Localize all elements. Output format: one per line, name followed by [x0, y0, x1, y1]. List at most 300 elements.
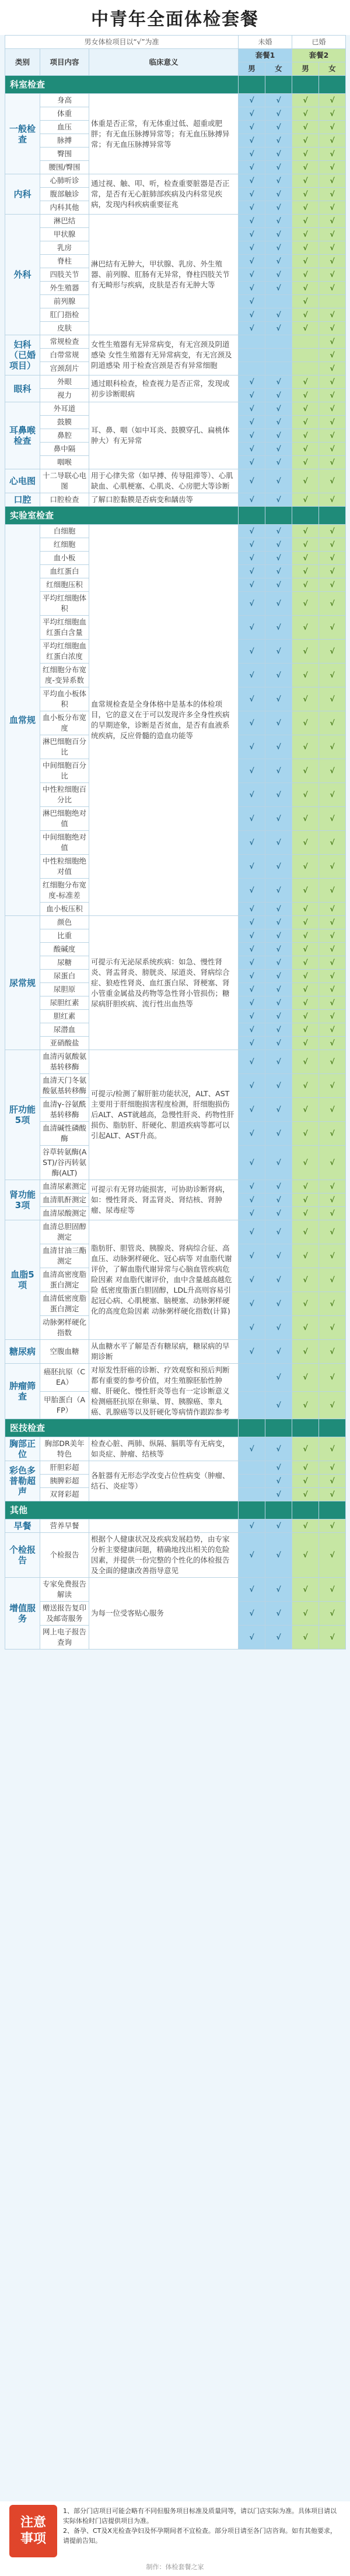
check-cell: √	[265, 121, 292, 134]
check-cell: √	[292, 443, 319, 456]
check-cell: √	[319, 1122, 346, 1146]
check-cell: √	[292, 1098, 319, 1122]
item-cell: 平均红细胞体积	[40, 592, 89, 616]
check-cell: √	[292, 456, 319, 469]
check-cell: √	[239, 1122, 265, 1146]
section-flag	[265, 507, 292, 525]
meaning-cell: 从血糖水平了解是否有糖尿病，糖尿病的早期诊断	[89, 1340, 239, 1364]
check-cell: √	[292, 1602, 319, 1626]
check-cell: √	[239, 687, 265, 711]
check-cell: √	[319, 916, 346, 929]
header-female: 女	[319, 62, 346, 76]
check-cell: √	[239, 578, 265, 592]
check-cell: √	[292, 308, 319, 322]
check-cell: √	[292, 1146, 319, 1180]
table-row	[5, 94, 346, 107]
category-cell: 肾功能3项	[5, 1180, 40, 1220]
check-cell: √	[292, 201, 319, 215]
check-cell: √	[319, 389, 346, 402]
check-cell: √	[239, 375, 265, 389]
item-cell: 血清丙氨酸氨基转移酶	[40, 1050, 89, 1074]
table-row	[5, 1364, 346, 1392]
item-cell: 脉搏	[40, 134, 89, 148]
check-cell: √	[319, 215, 346, 228]
check-cell: √	[239, 282, 265, 295]
section-flag	[239, 76, 265, 94]
item-cell: 血清尿酸测定	[40, 1207, 89, 1220]
check-cell	[239, 1475, 265, 1488]
item-cell: 视力	[40, 389, 89, 402]
check-cell: √	[239, 565, 265, 578]
check-cell: √	[319, 552, 346, 565]
table-row	[5, 1461, 346, 1475]
check-cell: √	[319, 687, 346, 711]
section-flag	[319, 507, 346, 525]
item-cell: 甲胎蛋白（AFP）	[40, 1391, 89, 1419]
check-cell: √	[319, 1519, 346, 1533]
table-row	[5, 916, 346, 929]
check-cell: √	[292, 1626, 319, 1650]
table-row	[5, 335, 346, 349]
check-cell: √	[239, 174, 265, 188]
item-cell: 中性粒细胞百分比	[40, 783, 89, 807]
check-cell: √	[265, 201, 292, 215]
notice-badge-line1: 注意	[20, 2515, 46, 2530]
meaning-cell: 对原发性肝癌的诊断、疗效观察和预后判断都有重要的参考价值，对生殖腺胚胎性肿瘤、肝硬化、慢性肝炎等也有一定诊断意义 检测癌胚抗原在卵巢、胃、胰腺癌、睾丸癌、乳腺癌等以及肝硬化等病情作跟踪参考	[89, 1364, 239, 1419]
check-cell: √	[265, 1074, 292, 1098]
table-row	[5, 1220, 346, 1244]
check-cell: √	[292, 1533, 319, 1578]
check-cell: √	[292, 879, 319, 903]
check-cell: √	[292, 525, 319, 538]
check-cell: √	[265, 228, 292, 241]
check-cell: √	[239, 295, 265, 308]
check-cell: √	[292, 402, 319, 416]
check-cell: √	[319, 1364, 346, 1392]
check-cell: √	[292, 664, 319, 687]
check-cell: √	[292, 255, 319, 268]
check-cell: √	[319, 1180, 346, 1194]
check-cell: √	[239, 916, 265, 929]
check-cell: √	[265, 174, 292, 188]
item-cell: 胰脾彩超	[40, 1475, 89, 1488]
item-cell: 比重	[40, 929, 89, 943]
package-table	[5, 35, 346, 1650]
category-cell: 外科	[5, 215, 40, 335]
notice-badge-line2: 事项	[20, 2532, 46, 2546]
item-cell: 尿胆原	[40, 983, 89, 996]
header-note-row	[5, 36, 346, 49]
item-cell: 网上电子报告查询	[40, 1626, 89, 1650]
table-row	[5, 1437, 346, 1461]
check-cell: √	[319, 228, 346, 241]
section-flag	[319, 76, 346, 94]
check-cell: √	[319, 94, 346, 107]
check-cell: √	[239, 903, 265, 916]
item-cell: 咽喉	[40, 456, 89, 469]
check-cell: √	[239, 201, 265, 215]
item-cell: 肝胆彩超	[40, 1461, 89, 1475]
category-cell: 内科	[5, 174, 40, 215]
check-cell: √	[239, 956, 265, 970]
check-cell: √	[239, 469, 265, 493]
check-cell: √	[265, 322, 292, 335]
check-cell: √	[292, 228, 319, 241]
check-cell: √	[239, 148, 265, 161]
item-cell: 胆红素	[40, 1010, 89, 1023]
section-header	[5, 1419, 346, 1437]
check-cell: √	[239, 831, 265, 855]
check-cell: √	[239, 308, 265, 322]
table-row	[5, 1519, 346, 1533]
check-cell: √	[265, 956, 292, 970]
check-cell: √	[319, 322, 346, 335]
check-cell: √	[319, 443, 346, 456]
check-cell: √	[265, 616, 292, 640]
item-cell: 鼻中隔	[40, 443, 89, 456]
item-cell: 血清总胆固醇测定	[40, 1220, 89, 1244]
check-cell: √	[292, 121, 319, 134]
check-cell: √	[319, 1074, 346, 1098]
check-cell: √	[265, 943, 292, 956]
item-cell: 鼓膜	[40, 416, 89, 429]
item-cell: 白带常规	[40, 349, 89, 362]
check-cell: √	[292, 916, 319, 929]
item-cell: 赠送报告复印及邮寄服务	[40, 1602, 89, 1626]
check-cell: √	[265, 1533, 292, 1578]
check-cell: √	[319, 1578, 346, 1602]
check-cell: √	[319, 783, 346, 807]
check-cell: √	[292, 1194, 319, 1207]
check-cell: √	[239, 1098, 265, 1122]
check-cell: √	[239, 640, 265, 664]
check-cell: √	[239, 879, 265, 903]
check-cell: √	[319, 1602, 346, 1626]
check-cell: √	[292, 416, 319, 429]
section-title: 实验室检查	[5, 507, 239, 525]
check-cell: √	[319, 429, 346, 443]
check-cell: √	[265, 640, 292, 664]
check-cell: √	[265, 1461, 292, 1475]
check-cell: √	[292, 929, 319, 943]
check-cell: √	[319, 879, 346, 903]
check-cell: √	[239, 664, 265, 687]
check-cell: √	[265, 831, 292, 855]
check-cell: √	[319, 188, 346, 201]
header-meaning: 临床意义	[89, 49, 239, 76]
category-cell: 血脂5项	[5, 1220, 40, 1340]
check-cell: √	[239, 241, 265, 255]
check-cell: √	[265, 687, 292, 711]
check-cell: √	[292, 640, 319, 664]
check-cell: √	[265, 161, 292, 174]
table-row	[5, 1578, 346, 1602]
check-cell: √	[292, 1316, 319, 1340]
check-cell: √	[319, 956, 346, 970]
meaning-cell: 用于心律失常（如早搏、传导阻滞等）、心肌缺血、心肌梗塞、心肌炎、心房肥大等诊断	[89, 469, 239, 493]
check-cell: √	[292, 493, 319, 507]
notice-item: 2、备孕、CT及X光检查孕妇及怀孕期间者不宜检查。部分项目请至各门店咨询。如有其他要求，请提前告知。	[63, 2527, 337, 2545]
check-cell: √	[319, 134, 346, 148]
check-cell: √	[292, 831, 319, 855]
item-cell: 血清碱性磷酸酶	[40, 1122, 89, 1146]
section-title: 其他	[5, 1501, 239, 1519]
check-cell: √	[265, 759, 292, 783]
check-cell: √	[239, 107, 265, 121]
table-row	[5, 1180, 346, 1194]
check-cell: √	[319, 759, 346, 783]
check-cell: √	[265, 1220, 292, 1244]
check-cell: √	[265, 855, 292, 879]
category-cell: 尿常规	[5, 916, 40, 1050]
item-cell: 腹部触诊	[40, 188, 89, 201]
meaning-cell: 可提示有无肾功能损害，可协助诊断肾病，如：慢性肾炎、肾盂肾炎、肾结核、肾肿瘤、尿毒症等	[89, 1180, 239, 1220]
check-cell: √	[319, 807, 346, 831]
item-cell: 动脉粥样硬化指数	[40, 1316, 89, 1340]
check-cell: √	[319, 538, 346, 552]
check-cell: √	[239, 94, 265, 107]
item-cell: 平均血小板体积	[40, 687, 89, 711]
item-cell: 平均红细胞血红蛋白浓度	[40, 640, 89, 664]
check-cell: √	[292, 469, 319, 493]
check-cell: √	[319, 1146, 346, 1180]
meaning-cell: 可提示有无泌尿系统疾病：如急、慢性肾炎、肾盂肾炎、膀胱炎、尿道炎、肾病综合症、狼疮性肾炎、血红蛋白尿、肾梗塞、肾小管重金属盐及药物等急性肾小管损伤；糖尿病肝胆疾病、流行性出血热等	[89, 916, 239, 1050]
check-cell: √	[239, 711, 265, 735]
check-cell: √	[239, 929, 265, 943]
check-cell: √	[239, 1194, 265, 1207]
section-flag	[319, 1501, 346, 1519]
check-cell: √	[319, 201, 346, 215]
check-cell: √	[319, 970, 346, 983]
check-cell: √	[265, 416, 292, 429]
check-cell: √	[265, 94, 292, 107]
item-cell: 口腔检查	[40, 493, 89, 507]
item-cell: 尿糖	[40, 956, 89, 970]
check-cell: √	[292, 1037, 319, 1050]
table-row	[5, 493, 346, 507]
item-cell: 空腹血糖	[40, 1340, 89, 1364]
check-cell: √	[319, 831, 346, 855]
check-cell	[265, 362, 292, 375]
category-cell: 一般检查	[5, 94, 40, 174]
check-cell: √	[319, 1292, 346, 1316]
publisher: 制作：体检套餐之家	[146, 2563, 204, 2571]
section-header	[5, 507, 346, 525]
check-cell: √	[265, 429, 292, 443]
item-cell: 心肺听诊	[40, 174, 89, 188]
check-cell	[239, 1461, 265, 1475]
check-cell: √	[292, 687, 319, 711]
meaning-cell: 检查心脏、两肺、纵隔、膈肌等有无病变，如炎症、肿瘤、结核等	[89, 1437, 239, 1461]
category-cell: 眼科	[5, 375, 40, 402]
item-cell: 血清γ-谷氨酰基转移酶	[40, 1098, 89, 1122]
check-cell: √	[265, 469, 292, 493]
check-cell: √	[319, 308, 346, 322]
check-cell: √	[265, 1602, 292, 1626]
check-cell: √	[292, 903, 319, 916]
category-cell: 增值服务	[5, 1578, 40, 1650]
check-cell: √	[239, 1340, 265, 1364]
section-flag	[265, 76, 292, 94]
check-cell: √	[265, 1626, 292, 1650]
check-cell: √	[239, 493, 265, 507]
check-cell: √	[319, 174, 346, 188]
check-cell: √	[292, 1461, 319, 1475]
check-cell: √	[292, 389, 319, 402]
check-cell: √	[319, 1194, 346, 1207]
check-cell: √	[239, 255, 265, 268]
check-cell: √	[239, 1437, 265, 1461]
item-cell: 前列腺	[40, 295, 89, 308]
check-cell: √	[239, 943, 265, 956]
check-cell: √	[265, 268, 292, 282]
check-cell	[265, 349, 292, 362]
check-cell: √	[265, 443, 292, 456]
section-flag	[265, 1501, 292, 1519]
table-row	[5, 402, 346, 416]
check-cell: √	[292, 174, 319, 188]
check-cell: √	[292, 1122, 319, 1146]
check-cell: √	[292, 94, 319, 107]
check-cell: √	[239, 161, 265, 174]
check-cell: √	[292, 565, 319, 578]
check-cell: √	[319, 241, 346, 255]
meaning-cell: 血常规检查是全身体格中是基本的体检项目，它的意义在于可以发现许多全身性疾病的早期迹象，诊断是否贫血，是否有血液系统疾病，反应骨髓的造血功能等	[89, 525, 239, 916]
check-cell: √	[265, 282, 292, 295]
item-cell: 个检报告	[40, 1533, 89, 1578]
check-cell: √	[292, 1340, 319, 1364]
check-cell: √	[292, 1050, 319, 1074]
check-cell: √	[319, 402, 346, 416]
check-cell: √	[239, 215, 265, 228]
check-cell: √	[239, 416, 265, 429]
table-row	[5, 375, 346, 389]
check-cell: √	[265, 1122, 292, 1146]
item-cell: 血清低密度脂蛋白测定	[40, 1292, 89, 1316]
check-cell: √	[239, 735, 265, 759]
check-cell: √	[239, 389, 265, 402]
check-cell: √	[239, 1519, 265, 1533]
item-cell: 淋巴结	[40, 215, 89, 228]
check-cell: √	[265, 188, 292, 201]
check-cell: √	[319, 640, 346, 664]
check-cell: √	[319, 1391, 346, 1419]
check-cell: √	[319, 1207, 346, 1220]
check-cell: √	[292, 1023, 319, 1037]
item-cell: 血红蛋白	[40, 565, 89, 578]
check-cell: √	[292, 735, 319, 759]
check-cell: √	[265, 1391, 292, 1419]
check-cell: √	[239, 1180, 265, 1194]
check-cell: √	[292, 956, 319, 970]
check-cell: √	[265, 711, 292, 735]
header-plan2: 套餐2	[292, 49, 346, 62]
check-cell: √	[319, 664, 346, 687]
check-cell: √	[319, 1050, 346, 1074]
check-cell	[292, 349, 319, 362]
check-cell: √	[239, 996, 265, 1010]
item-cell: 淋巴细胞百分比	[40, 735, 89, 759]
item-cell: 血小板压积	[40, 903, 89, 916]
check-cell: √	[239, 552, 265, 565]
check-cell: √	[319, 1340, 346, 1364]
item-cell: 血清天门冬氨酸氨基转移酶	[40, 1074, 89, 1098]
check-cell: √	[265, 389, 292, 402]
item-cell: 营养早餐	[40, 1519, 89, 1533]
check-cell: √	[239, 538, 265, 552]
check-cell: √	[319, 1437, 346, 1461]
notice-text	[63, 2506, 337, 2546]
check-cell: √	[239, 1010, 265, 1023]
check-cell: √	[292, 282, 319, 295]
check-cell: √	[239, 1533, 265, 1578]
check-cell: √	[265, 308, 292, 322]
check-cell: √	[265, 1316, 292, 1340]
check-cell: √	[292, 188, 319, 201]
check-cell: √	[319, 592, 346, 616]
section-flag	[292, 507, 319, 525]
check-cell: √	[265, 402, 292, 416]
check-cell: √	[265, 1578, 292, 1602]
check-cell: √	[265, 565, 292, 578]
check-cell: √	[292, 759, 319, 783]
check-cell: √	[265, 255, 292, 268]
check-cell: √	[319, 616, 346, 640]
check-cell: √	[239, 759, 265, 783]
item-cell: 内科其他	[40, 201, 89, 215]
header-plan1: 套餐1	[239, 49, 292, 62]
section-flag	[292, 1501, 319, 1519]
header-female: 女	[265, 62, 292, 76]
check-cell	[239, 362, 265, 375]
check-cell: √	[292, 1578, 319, 1602]
check-cell: √	[239, 855, 265, 879]
meaning-cell: 通过眼科检查，检查视力是否正常，发现或初步诊断眼病	[89, 375, 239, 402]
check-cell: √	[239, 1037, 265, 1050]
check-cell: √	[292, 1010, 319, 1023]
meaning-cell: 为每一位受客贴心服务	[89, 1578, 239, 1650]
check-cell: √	[319, 1098, 346, 1122]
check-cell: √	[265, 1037, 292, 1050]
table-row	[5, 469, 346, 493]
check-cell: √	[265, 538, 292, 552]
check-cell: √	[239, 1316, 265, 1340]
check-cell: √	[292, 538, 319, 552]
check-cell: √	[239, 1050, 265, 1074]
check-cell: √	[239, 1268, 265, 1292]
check-cell: √	[239, 1220, 265, 1244]
check-cell: √	[265, 1050, 292, 1074]
check-cell: √	[239, 1023, 265, 1037]
item-cell: 外眼	[40, 375, 89, 389]
check-cell: √	[319, 335, 346, 349]
check-cell: √	[265, 1340, 292, 1364]
item-cell: 酸碱度	[40, 943, 89, 956]
table-row	[5, 174, 346, 188]
check-cell: √	[319, 282, 346, 295]
check-cell: √	[319, 1268, 346, 1292]
check-cell: √	[265, 783, 292, 807]
check-cell: √	[265, 1244, 292, 1268]
header-note: 男女体检项目以“√”为准	[5, 36, 239, 49]
check-cell: √	[265, 983, 292, 996]
meaning-cell: 女性生殖器有无异常病变，有无宫颈及阴道感染 女性生殖器有无异常病变，有无宫颈及阴道感染 用于检查宫颈是否有异常细胞	[89, 335, 239, 375]
item-cell: 腰围/臀围	[40, 161, 89, 174]
check-cell: √	[265, 1519, 292, 1533]
item-cell: 血清高密度脂蛋白测定	[40, 1268, 89, 1292]
item-cell: 尿蛋白	[40, 970, 89, 983]
check-cell: √	[292, 1220, 319, 1244]
